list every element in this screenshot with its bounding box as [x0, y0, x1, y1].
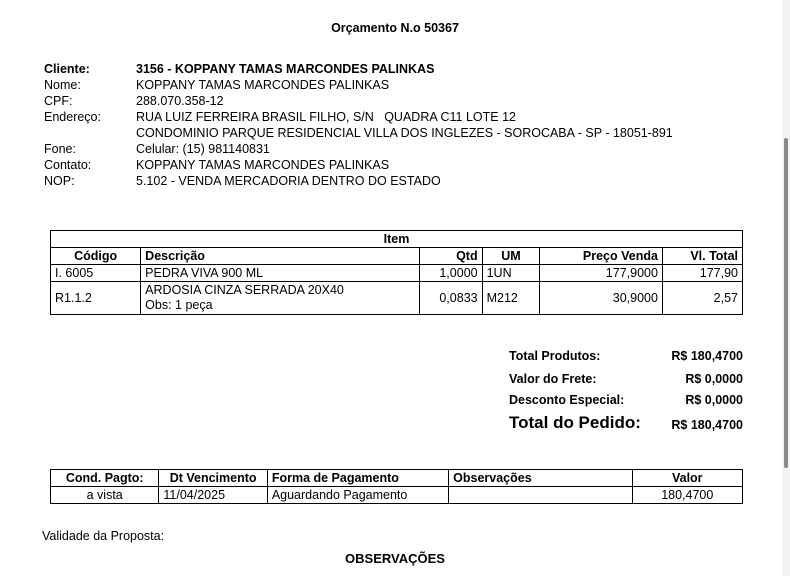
cell-qtd: 1,0000 — [419, 265, 482, 282]
cell-cond-pagto: a vista — [51, 487, 159, 504]
client-label: Nome: — [44, 78, 81, 92]
observacoes-title: OBSERVAÇÕES — [345, 551, 445, 566]
scrollbar-track[interactable] — [782, 0, 790, 576]
payment-table — [50, 469, 743, 504]
client-value: 288.070.358-12 — [136, 94, 224, 108]
client-label: Cliente: — [44, 62, 90, 76]
col-header-descricao: Descrição — [141, 248, 420, 265]
col-header-codigo: Código — [51, 248, 141, 265]
table-row — [51, 487, 743, 504]
cell-valor: 180,4700 — [632, 487, 742, 504]
valor-frete-label: Valor do Frete: — [509, 372, 597, 386]
valor-frete-row — [509, 371, 743, 387]
cell-observacoes — [449, 487, 632, 504]
col-header-dt-vencimento: Dt Vencimento — [159, 470, 267, 487]
cell-codigo: I. 6005 — [51, 265, 141, 282]
cell-descricao-group — [141, 282, 420, 315]
client-value: 5.102 - VENDA MERCADORIA DENTRO DO ESTADO — [136, 174, 441, 188]
total-pedido-value: R$ 180,4700 — [671, 418, 743, 432]
cell-descricao: ARDOSIA CINZA SERRADA 20X40 — [145, 283, 344, 297]
total-pedido-row — [509, 413, 743, 433]
desconto-label: Desconto Especial: — [509, 393, 625, 407]
col-header-observacoes: Observações — [449, 470, 632, 487]
client-value: CONDOMINIO PARQUE RESIDENCIAL VILLA DOS INGLEZES - SOROCABA - SP - 18051-891 — [136, 126, 673, 140]
client-label: CPF: — [44, 94, 73, 108]
total-produtos-row — [509, 348, 743, 364]
total-produtos-label: Total Produtos: — [509, 349, 601, 363]
cell-total: 177,90 — [662, 265, 742, 282]
page-title: Orçamento N.o 50367 — [331, 21, 459, 35]
cell-preco: 30,9000 — [540, 282, 663, 315]
items-table-caption: Item — [51, 231, 743, 248]
cell-forma-pagamento: Aguardando Pagamento — [267, 487, 448, 504]
cell-qtd: 0,0833 — [419, 282, 482, 315]
total-produtos-value: R$ 180,4700 — [671, 349, 743, 363]
cell-um: M212 — [482, 282, 540, 315]
items-table-header — [51, 248, 743, 265]
client-value: RUA LUIZ FERREIRA BRASIL FILHO, S/N QUADRA C11 LOTE 12 — [136, 110, 516, 124]
client-label: Endereço: — [44, 110, 101, 124]
client-value: KOPPANY TAMAS MARCONDES PALINKAS — [136, 158, 390, 172]
desconto-value: R$ 0,0000 — [685, 393, 743, 407]
table-row — [51, 282, 743, 315]
col-header-um: UM — [482, 248, 540, 265]
cell-codigo: R1.1.2 — [51, 282, 141, 315]
table-row — [51, 265, 743, 282]
client-value: Celular: (15) 981140831 — [136, 142, 270, 156]
client-label: Fone: — [44, 142, 76, 156]
col-header-qtd: Qtd — [419, 248, 482, 265]
desconto-row — [509, 392, 743, 408]
items-table — [50, 230, 743, 315]
col-header-preco: Preço Venda — [540, 248, 663, 265]
col-header-forma-pagamento: Forma de Pagamento — [267, 470, 448, 487]
client-value: KOPPANY TAMAS MARCONDES PALINKAS — [136, 78, 390, 92]
validade-label: Validade da Proposta: — [42, 529, 165, 543]
cell-descricao: PEDRA VIVA 900 ML — [141, 265, 420, 282]
cell-obs: Obs: 1 peça — [145, 298, 213, 312]
client-label: NOP: — [44, 174, 75, 188]
total-pedido-label: Total do Pedido: — [509, 413, 641, 432]
cell-preco: 177,9000 — [540, 265, 663, 282]
client-label: Contato: — [44, 158, 92, 172]
valor-frete-value: R$ 0,0000 — [685, 372, 743, 386]
scrollbar-thumb[interactable] — [784, 138, 788, 468]
payment-table-header — [51, 470, 743, 487]
cell-um: 1UN — [482, 265, 540, 282]
col-header-valor: Valor — [632, 470, 742, 487]
col-header-total: Vl. Total — [662, 248, 742, 265]
cell-total: 2,57 — [662, 282, 742, 315]
client-value: 3156 - KOPPANY TAMAS MARCONDES PALINKAS — [136, 62, 435, 76]
cell-dt-vencimento: 11/04/2025 — [159, 487, 267, 504]
col-header-cond-pagto: Cond. Pagto: — [51, 470, 159, 487]
